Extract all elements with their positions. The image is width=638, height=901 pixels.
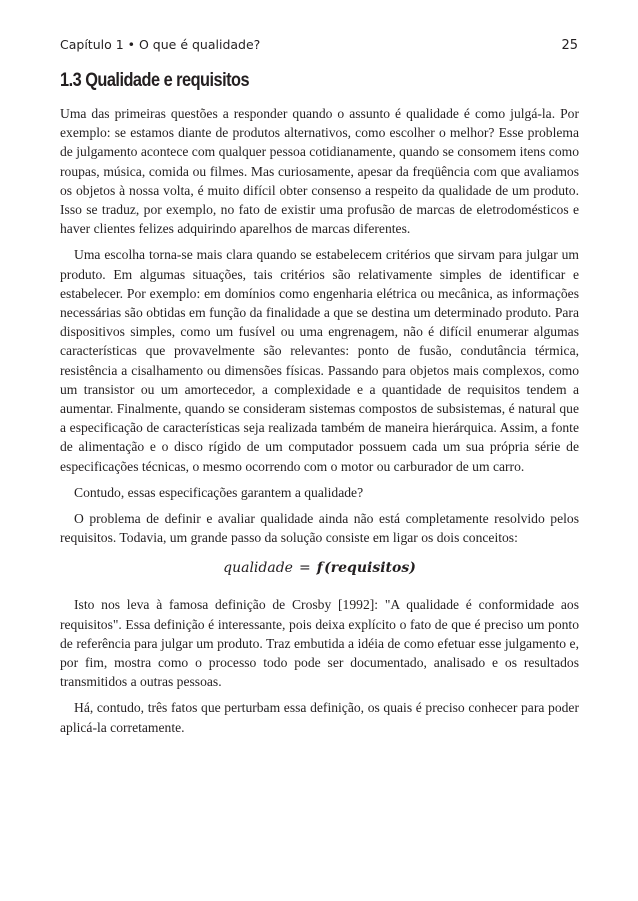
running-header (60, 37, 578, 57)
formula-argument: (requisitos) (324, 560, 416, 577)
paragraph-1: Uma das primeiras questões a responder quando o assunto é qualidade é como julgá-la. Por exemplo: se estamos diante de produtos alternativos, como escolher o melhor? Esse problema de julgamento acontece com qualquer pessoa cotidianamente, quando se consomem itens como roupas, música, comida ou filmes. Mas curiosamente, apesar da freqüência com que avaliamos os objetos à nossa volta, é muito difícil obter consenso a respeito da qualidade de um produto. Isso se traduz, por exemplo, no fato de existir uma profusão de marcas de eletrodomésticos e haver clientes felizes adquirindo aparelhos de marcas diferentes. (60, 106, 579, 237)
formula-equals: = (298, 560, 311, 577)
page-number: 25 (561, 38, 578, 53)
section-title: 1.3 Qualidade e requisitos (60, 70, 250, 91)
body-text (60, 104, 579, 737)
paragraph-3: Contudo, essas especificações garantem a qualidade? (74, 484, 364, 500)
paragraph-6: Há, contudo, três fatos que perturbam essa definição, os quais é preciso conhecer para poder aplicá-la corretamente. (60, 700, 579, 735)
paragraph-5: Isto nos leva à famosa definição de Crosby [1992]: "A qualidade é conformidade aos requisitos". Essa definição é interessante, pois deixa explícito o fato de que é preciso um ponto de referência para julgar um produto. Traz embutida a idéia de como efetuar esse julgamento e, por fim, mostra como o processo todo pode ser documentado, analisado e os resultados transmitidos a outras pessoas. (60, 597, 579, 690)
paragraph-2: Uma escolha torna-se mais clara quando se estabelecem critérios que sirvam para julgar um produto. Em algumas situações, tais critérios são relativamente simples de identificar e estabelecer. Por exemplo: em domínios como engenharia elétrica ou mecânica, as informações necessárias são obtidas em função da finalidade a que se destina um determinado produto. Para dispositivos simples, como um fusível ou uma engrenagem, não é difícil enumerar algumas características que provavelmente são relevantes: ponto de fusão, condutância térmica, resistência a cisalhamento ou dimensões físicas. Passando para objetos mais complexos, como um transistor ou um amortecedor, a complexidade e a quantidade de requisitos tendem a aumentar. Finalmente, quando se consideram sistemas compostos de subsistemas, é natural que a especificação de características seja realizada também de maneira hierárquica. Assim, a fonte de alimentação e o disco rígido de um computador possuem cada um sua própria série de especificações técnicas, o mesmo ocorrendo com o motor ou carburador de um carro. (60, 247, 579, 474)
quality-formula (60, 557, 579, 579)
running-title: Capítulo 1 • O que é qualidade? (60, 37, 261, 52)
formula-function: f (316, 560, 323, 577)
paragraph-4: O problema de definir e avaliar qualidade ainda não está completamente resolvido pelos requisitos. Todavia, um grande passo da solução consiste em ligar os dois conceitos: (60, 511, 579, 546)
formula-lhs: qualidade (223, 560, 293, 577)
